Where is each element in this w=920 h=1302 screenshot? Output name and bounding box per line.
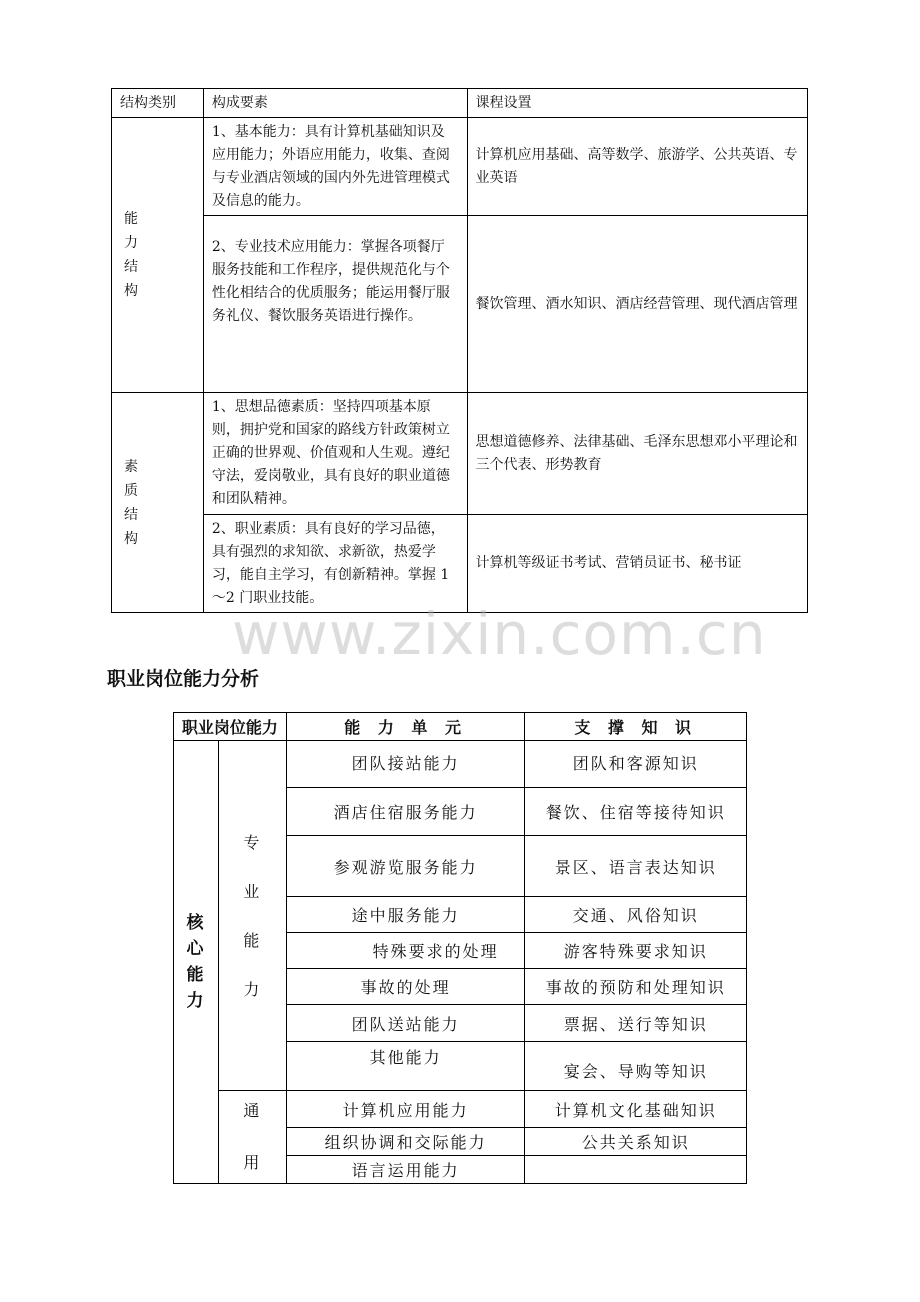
ability-unit-cell: 事故的处理 <box>286 969 525 1005</box>
knowledge-cell <box>525 1156 747 1184</box>
ability-unit-cell: 其他能力 <box>286 1042 525 1091</box>
knowledge-cell: 景区、语言表达知识 <box>525 836 747 897</box>
knowledge-cell: 宴会、导购等知识 <box>525 1042 747 1091</box>
ability-unit-cell: 酒店住宿服务能力 <box>286 788 525 836</box>
knowledge-cell: 事故的预防和处理知识 <box>525 969 747 1005</box>
general-ability-label: 通 用 <box>218 1091 286 1184</box>
category-quality-structure: 素 质 结 构 <box>112 393 204 613</box>
ability-unit-cell: 团队送站能力 <box>286 1005 525 1042</box>
table-row <box>174 1091 747 1128</box>
knowledge-cell: 计算机文化基础知识 <box>525 1091 747 1128</box>
table-row <box>174 741 747 788</box>
knowledge-cell: 餐饮、住宿等接待知识 <box>525 788 747 836</box>
courses-cell: 计算机等级证书考试、营销员证书、秘书证 <box>467 515 808 613</box>
ability-unit-cell: 特殊要求的处理 <box>286 933 525 969</box>
header-structure-category: 结构类别 <box>112 89 204 118</box>
curriculum-structure-table <box>111 88 808 613</box>
header-components: 构成要素 <box>203 89 467 118</box>
ability-unit-cell: 语言运用能力 <box>286 1156 525 1184</box>
table-header-row <box>112 89 808 118</box>
element-cell: 1、思想品德素质：坚持四项基本原则，拥护党和国家的路线方针政策树立正确的世界观、价值观和人生观。遵纪守法，爱岗敬业，具有良好的职业道德和团队精神。 <box>203 393 467 515</box>
knowledge-cell: 票据、送行等知识 <box>525 1005 747 1042</box>
section-title: 职业岗位能力分析 <box>107 668 260 690</box>
table-row <box>112 118 808 216</box>
core-ability-label: 核 心 能 力 <box>174 741 219 1184</box>
professional-ability-label: 专 业 能 力 <box>218 741 286 1091</box>
job-ability-table <box>173 712 747 1184</box>
knowledge-cell: 公共关系知识 <box>525 1128 747 1156</box>
ability-unit-cell: 团队接站能力 <box>286 741 525 788</box>
knowledge-cell: 交通、风俗知识 <box>525 897 747 933</box>
header-courses: 课程设置 <box>467 89 808 118</box>
watermark: www.zixin.com.cn <box>232 600 767 668</box>
table-header-row <box>174 713 747 741</box>
category-ability-structure: 能 力 结 构 <box>112 118 204 393</box>
header-job-ability: 职业岗位能力 <box>174 713 287 741</box>
header-ability-unit: 能 力 单 元 <box>286 713 525 741</box>
knowledge-cell: 团队和客源知识 <box>525 741 747 788</box>
ability-unit-cell: 参观游览服务能力 <box>286 836 525 897</box>
courses-cell: 餐饮管理、酒水知识、酒店经营管理、现代酒店管理 <box>467 216 808 393</box>
element-cell: 1、基本能力：具有计算机基础知识及应用能力；外语应用能力，收集、查阅与专业酒店领域的国内外先进管理模式及信息的能力。 <box>203 118 467 216</box>
ability-unit-cell: 计算机应用能力 <box>286 1091 525 1128</box>
courses-cell: 思想道德修养、法律基础、毛泽东思想邓小平理论和三个代表、形势教育 <box>467 393 808 515</box>
element-cell: 2、专业技术应用能力：掌握各项餐厅服务技能和工作程序，提供规范化与个性化相结合的优质服务；能运用餐厅服务礼仪、餐饮服务英语进行操作。 <box>203 216 467 393</box>
knowledge-cell: 游客特殊要求知识 <box>525 933 747 969</box>
ability-unit-cell: 途中服务能力 <box>286 897 525 933</box>
element-cell: 2、职业素质：具有良好的学习品德，具有强烈的求知欲、求新欲，热爱学习，能自主学习，有创新精神。掌握 1～2 门职业技能。 <box>203 515 467 613</box>
ability-unit-cell: 组织协调和交际能力 <box>286 1128 525 1156</box>
table-row <box>112 515 808 613</box>
table-row <box>112 216 808 393</box>
courses-cell: 计算机应用基础、高等数学、旅游学、公共英语、专业英语 <box>467 118 808 216</box>
header-support-knowledge: 支 撑 知 识 <box>525 713 747 741</box>
table-row <box>112 393 808 515</box>
